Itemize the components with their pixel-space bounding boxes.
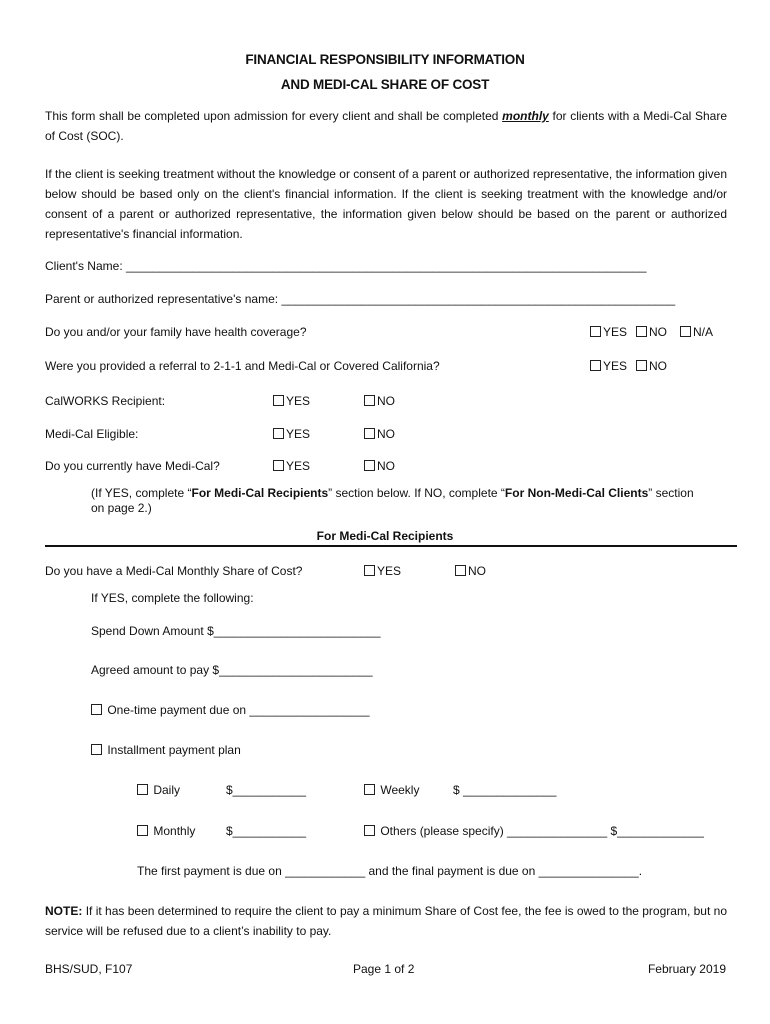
form-title-line1: FINANCIAL RESPONSIBILITY INFORMATION — [245, 52, 525, 67]
weekly-amount-field[interactable]: $ ______________ — [453, 783, 557, 797]
monthly-amount-field[interactable]: $___________ — [226, 824, 307, 838]
agreed-amount-field[interactable]: Agreed amount to pay $_______________________ — [91, 663, 373, 677]
soc-question: Do you have a Medi-Cal Monthly Share of Cost? — [45, 564, 303, 578]
section-divider — [45, 545, 737, 547]
others-checkbox[interactable]: Others (please specify) _______________ $_____________ — [364, 824, 704, 838]
footer-form-id: BHS/SUD, F107 — [45, 962, 133, 976]
footer-page-number: Page 1 of 2 — [353, 962, 415, 976]
medical-eligible-no-checkbox[interactable]: NO — [364, 427, 395, 441]
soc-no-checkbox[interactable]: NO — [455, 564, 486, 578]
health-coverage-question: Do you and/or your family have health coverage? — [45, 325, 307, 339]
referral-yes-checkbox[interactable]: YES — [590, 359, 627, 373]
footer-date: February 2019 — [647, 962, 726, 976]
instruction-line-1: (If YES, complete “For Medi-Cal Recipients” section below. If NO, complete “For Non-Medi-Cal Clients” section — [91, 486, 694, 500]
intro-paragraph-2: If the client is seeking treatment without the knowledge or consent of a parent or authorized representative, the information given below should be based only on the client's financial information. If the client is seeking treatment with the knowledge and/or consent of a parent or authorized representative, the information given below should be based on the parent or authorized representative's financial information. — [45, 167, 727, 241]
monthly-emphasis: monthly — [502, 109, 549, 123]
if-yes-instruction: If YES, complete the following: — [91, 591, 254, 605]
form-title-line2: AND MEDI-CAL SHARE OF COST — [280, 77, 490, 92]
client-name-field[interactable]: Client's Name: ______________________________________________________________________________ — [45, 259, 647, 273]
installment-plan-checkbox[interactable]: Installment payment plan — [91, 743, 241, 757]
have-medical-no-checkbox[interactable]: NO — [364, 459, 395, 473]
have-medical-yes-checkbox[interactable]: YES — [273, 459, 310, 473]
parent-name-field[interactable]: Parent or authorized representative's name: ___________________________________________________________ — [45, 292, 676, 306]
weekly-checkbox[interactable]: Weekly — [364, 783, 419, 797]
referral-question: Were you provided a referral to 2-1-1 and Medi-Cal or Covered California? — [45, 359, 440, 373]
referral-no-checkbox[interactable]: NO — [636, 359, 667, 373]
have-medical-question: Do you currently have Medi-Cal? — [45, 459, 220, 473]
instruction-line-2: on page 2.) — [91, 501, 152, 515]
daily-checkbox[interactable]: Daily — [137, 783, 180, 797]
intro-paragraph-1: This form shall be completed upon admission for every client and shall be completed monthly for clients with a Medi-Cal Share of Cost (SOC). — [45, 109, 728, 143]
calworks-yes-checkbox[interactable]: YES — [273, 394, 310, 408]
monthly-checkbox[interactable]: Monthly — [137, 824, 195, 838]
calworks-question: CalWORKS Recipient: — [45, 394, 166, 408]
health-coverage-yes-checkbox[interactable]: YES — [590, 325, 627, 339]
one-time-payment-checkbox[interactable]: One-time payment due on __________________ — [91, 703, 370, 717]
section-title: For Medi-Cal Recipients — [316, 529, 454, 543]
spend-down-field[interactable]: Spend Down Amount $_________________________ — [91, 624, 381, 638]
daily-amount-field[interactable]: $___________ — [226, 783, 307, 797]
health-coverage-na-checkbox[interactable]: N/A — [680, 325, 713, 339]
medical-eligible-question: Medi-Cal Eligible: — [45, 427, 139, 441]
note-paragraph: NOTE: If it has been determined to require the client to pay a minimum Share of Cost fee, the fee is owed to the program, but no service will be refused due to a client’s inability to pay. — [45, 904, 727, 938]
medical-eligible-yes-checkbox[interactable]: YES — [273, 427, 310, 441]
soc-yes-checkbox[interactable]: YES — [364, 564, 401, 578]
health-coverage-no-checkbox[interactable]: NO — [636, 325, 667, 339]
calworks-no-checkbox[interactable]: NO — [364, 394, 395, 408]
payment-due-line[interactable]: The first payment is due on ____________ and the final payment is due on _______________. — [137, 864, 643, 878]
